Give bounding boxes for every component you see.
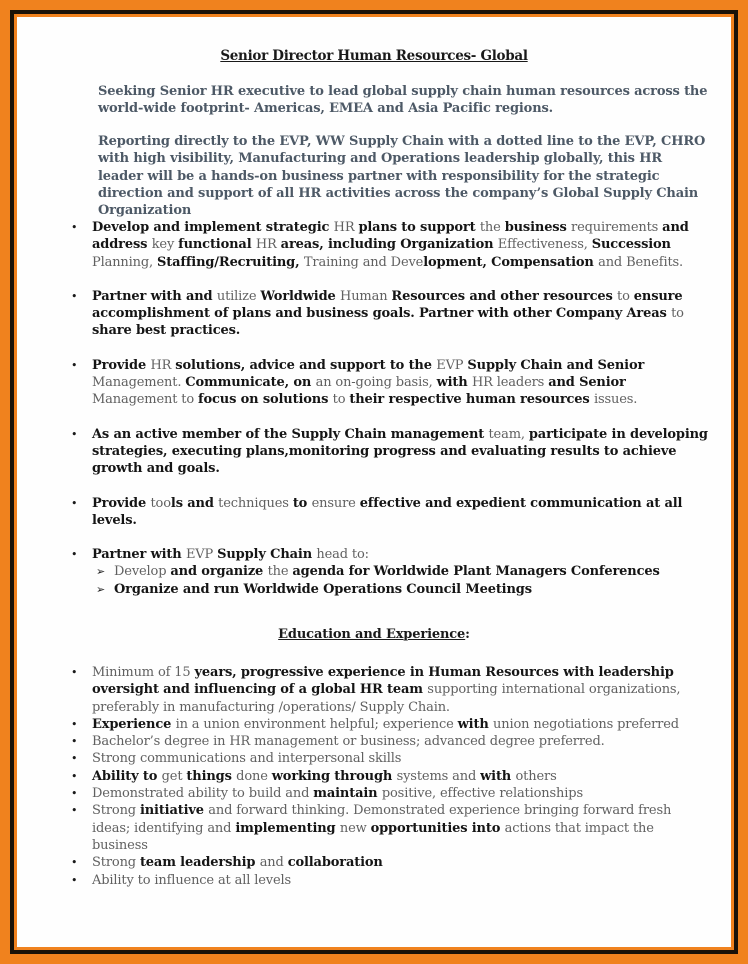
- list-item: [0, 495, 748, 530]
- bullet-icon: •: [71, 358, 78, 372]
- regular-text-run: Strong communications and interpersonal skills: [92, 751, 402, 767]
- regular-text-run: Management.: [92, 375, 186, 391]
- bold-text-run: Supply Chain: [217, 547, 317, 563]
- bold-text-run: Organize and run Worldwide Operations Council Meetings: [114, 581, 532, 597]
- list-item-text: [92, 717, 679, 732]
- bold-text-run: As an active member of the Supply Chain management: [92, 426, 489, 442]
- list-item-text: [92, 751, 401, 766]
- bold-text-run: functional: [178, 237, 256, 253]
- bold-text-run: opportunities into: [370, 820, 505, 836]
- education-heading: [0, 627, 748, 642]
- list-item-text: [92, 289, 684, 339]
- bold-text-run: implementing: [235, 820, 340, 836]
- sub-list-item-text: [114, 582, 532, 597]
- regular-text-run: Bachelor’s degree in HR management or business; advanced degree preferred.: [92, 734, 605, 750]
- bullet-icon: •: [71, 717, 78, 731]
- bold-text-run: their respective human resources: [349, 392, 594, 408]
- bold-text-run: Worldwide: [260, 288, 341, 304]
- regular-text-run: Minimum of 15: [92, 665, 195, 680]
- regular-text-run: Ability to influence at all levels: [92, 872, 292, 888]
- bold-text-run: and organize: [170, 564, 268, 580]
- responsibilities-list: [0, 219, 748, 598]
- bold-text-run: areas, including Organization: [280, 237, 498, 253]
- list-item-text: [92, 427, 708, 477]
- bold-text-run: and Senior: [548, 375, 626, 391]
- bold-text-run: plans to support: [358, 220, 480, 235]
- arrow-bullet-icon: ➢: [96, 565, 106, 579]
- bullet-icon: •: [71, 769, 78, 783]
- bold-text-run: initiative: [139, 803, 209, 819]
- intro-paragraph-reporting: Reporting directly to the EVP, WW Supply Chain with a dotted line to the EVP, CHRO with high visibility, Manufacturing and Operations leadership globally, this HR leader will be a hands-on business partner with responsibility for the strategic direction and support of all HR activities across the company’s Global Supply Chain Organization: [98, 134, 706, 219]
- bold-text-run: participate in developing strategies, executing plans,monitoring progress and evaluating results to achieve growth and goals.: [92, 426, 708, 477]
- bold-text-run: years, progressive experience in Human Resources with leadership oversight and influencing of a global HR team: [92, 665, 674, 698]
- regular-text-run: Human: [340, 288, 392, 304]
- regular-text-run: done: [236, 768, 272, 784]
- list-item: [0, 716, 748, 733]
- regular-text-run: Training and Deve: [303, 254, 424, 270]
- regular-text-run: Develop: [114, 564, 171, 580]
- regular-text-run: others: [515, 768, 557, 784]
- bullet-icon: •: [71, 548, 78, 562]
- bold-text-run: things: [186, 768, 237, 784]
- bold-text-run: with: [436, 375, 472, 391]
- list-item-text: [92, 220, 689, 270]
- bold-text-run: to: [292, 495, 312, 511]
- sub-list-item: [92, 563, 708, 580]
- regular-text-run: HR leaders: [471, 375, 549, 391]
- regular-text-run: and: [259, 855, 288, 871]
- arrow-bullet-icon: ➢: [96, 582, 106, 596]
- bold-text-run: ensure accomplishment of plans and business goals. Partner with other Company Areas: [92, 288, 683, 322]
- regular-text-run: Strong: [92, 855, 140, 871]
- regular-text-run: new: [339, 820, 371, 836]
- regular-text-run: and Benefits.: [598, 254, 684, 270]
- list-item-text: [92, 786, 583, 801]
- regular-text-run: to: [332, 392, 350, 408]
- list-item: [0, 802, 748, 854]
- bullet-icon: •: [71, 873, 78, 887]
- bold-text-run: business: [504, 220, 572, 235]
- regular-text-run: head to:: [316, 547, 369, 563]
- regular-text-run: Effectiveness,: [497, 237, 592, 253]
- bold-text-run: share best practices.: [92, 323, 241, 339]
- bold-text-run: Experience: [92, 716, 176, 732]
- regular-text-run: HR: [255, 237, 281, 253]
- bold-text-run: team leadership: [139, 855, 260, 871]
- bold-text-run: with: [457, 716, 494, 732]
- list-item: [0, 750, 748, 767]
- sub-list: [92, 563, 708, 598]
- bullet-icon: •: [71, 496, 78, 510]
- bullet-icon: •: [71, 787, 78, 801]
- bold-text-run: Develop and implement strategic: [92, 220, 334, 235]
- list-item: [0, 664, 748, 716]
- bold-text-run: Ability to: [92, 768, 162, 784]
- regular-text-run: ensure: [311, 495, 360, 511]
- regular-text-run: utilize: [216, 288, 261, 304]
- regular-text-run: techniques: [218, 495, 293, 511]
- regular-text-run: Strong: [92, 803, 140, 819]
- list-item: [0, 768, 748, 785]
- regular-text-run: team,: [488, 426, 529, 442]
- list-item: [0, 357, 748, 409]
- bold-text-run: effective and expedient communication at all levels.: [92, 495, 683, 528]
- bold-text-run: Provide: [92, 495, 151, 511]
- bullet-icon: •: [71, 221, 78, 234]
- list-item: [0, 546, 748, 598]
- list-item-text: [92, 855, 383, 870]
- education-heading-text: Education and Experience: [278, 627, 466, 642]
- bold-text-run: ls and: [170, 495, 219, 511]
- regular-text-run: too: [150, 495, 171, 511]
- bold-text-run: Supply Chain and Senior: [467, 357, 645, 373]
- list-item-text: [92, 769, 557, 784]
- regular-text-run: Planning,: [92, 254, 158, 270]
- bold-text-run: working through: [271, 768, 397, 784]
- regular-text-run: systems and: [396, 768, 481, 784]
- list-item: [0, 872, 748, 889]
- regular-text-run: Management to: [92, 392, 199, 408]
- bold-text-run: collaboration: [287, 855, 383, 871]
- regular-text-run: an on-going basis,: [315, 375, 437, 391]
- bullet-icon: •: [71, 804, 78, 818]
- bold-text-run: Staffing/Recruiting,: [157, 254, 304, 270]
- list-item-text: [92, 665, 680, 715]
- bold-text-run: maintain: [313, 786, 382, 802]
- regular-text-run: get: [161, 768, 187, 784]
- regular-text-run: the: [479, 220, 505, 235]
- bold-text-run: solutions, advice and support to the: [175, 357, 437, 373]
- regular-text-run: to: [617, 288, 634, 304]
- bold-text-run: Communicate, on: [185, 375, 316, 391]
- education-heading-colon: :: [465, 627, 470, 642]
- bold-text-run: lopment, Compensation: [423, 254, 599, 270]
- regular-text-run: the: [267, 564, 293, 580]
- list-item-text: [92, 547, 369, 562]
- regular-text-run: Demonstrated ability to build and: [92, 786, 314, 802]
- sub-list-item: [92, 581, 708, 598]
- list-item: [0, 219, 748, 271]
- bullet-icon: •: [71, 856, 78, 870]
- bold-text-run: Provide: [92, 357, 151, 373]
- bullet-icon: •: [71, 735, 78, 749]
- list-item: [0, 854, 748, 871]
- list-item-text: [92, 358, 644, 408]
- bold-text-run: Partner with and: [92, 288, 217, 304]
- list-item-text: [92, 803, 671, 853]
- regular-text-run: in a union environment helpful; experience: [175, 716, 458, 732]
- regular-text-run: key: [151, 237, 179, 253]
- regular-text-run: and forward thinking. Demonstrated experience bringing forward fresh ideas; identifying and: [92, 803, 672, 836]
- sub-list-item-text: [114, 564, 660, 579]
- regular-text-run: HR: [150, 357, 176, 373]
- bullet-icon: •: [71, 289, 78, 303]
- regular-text-run: HR: [333, 220, 359, 235]
- bullet-icon: •: [71, 427, 78, 441]
- regular-text-run: EVP: [185, 547, 218, 563]
- list-item: [0, 785, 748, 802]
- list-item: [0, 426, 748, 478]
- bullet-icon: •: [71, 752, 78, 766]
- list-item: [0, 288, 748, 340]
- bold-text-run: Partner with: [92, 547, 186, 563]
- bullet-icon: •: [71, 666, 78, 679]
- list-item-text: [92, 496, 682, 528]
- qualifications-list: [0, 664, 748, 889]
- bold-text-run: and address: [92, 220, 689, 253]
- bold-text-run: agenda for Worldwide Plant Managers Conferences: [292, 564, 660, 580]
- document-title: Senior Director Human Resources- Global: [220, 48, 528, 64]
- list-item-text: [92, 873, 291, 888]
- regular-text-run: to: [671, 306, 684, 322]
- regular-text-run: positive, effective relationships: [381, 786, 583, 802]
- bold-text-run: with: [480, 768, 516, 784]
- bold-text-run: focus on solutions: [198, 392, 333, 408]
- regular-text-run: EVP: [436, 357, 468, 373]
- regular-text-run: union negotiations preferred: [493, 716, 679, 732]
- bold-text-run: Resources and other resources: [391, 288, 618, 304]
- list-item: [0, 733, 748, 750]
- bold-text-run: Succession: [591, 237, 671, 253]
- regular-text-run: supporting international organizations, preferably in manufacturing /operations/ Supply Chain.: [92, 682, 681, 715]
- regular-text-run: issues.: [593, 392, 638, 408]
- list-item-text: [92, 734, 605, 749]
- regular-text-run: requirements: [571, 220, 663, 235]
- regular-text-run: actions that impact the business: [92, 820, 654, 853]
- intro-paragraph-summary: Seeking Senior HR executive to lead global supply chain human resources across the world-wide footprint- Americas, EMEA and Asia Pacific regions.: [98, 84, 708, 117]
